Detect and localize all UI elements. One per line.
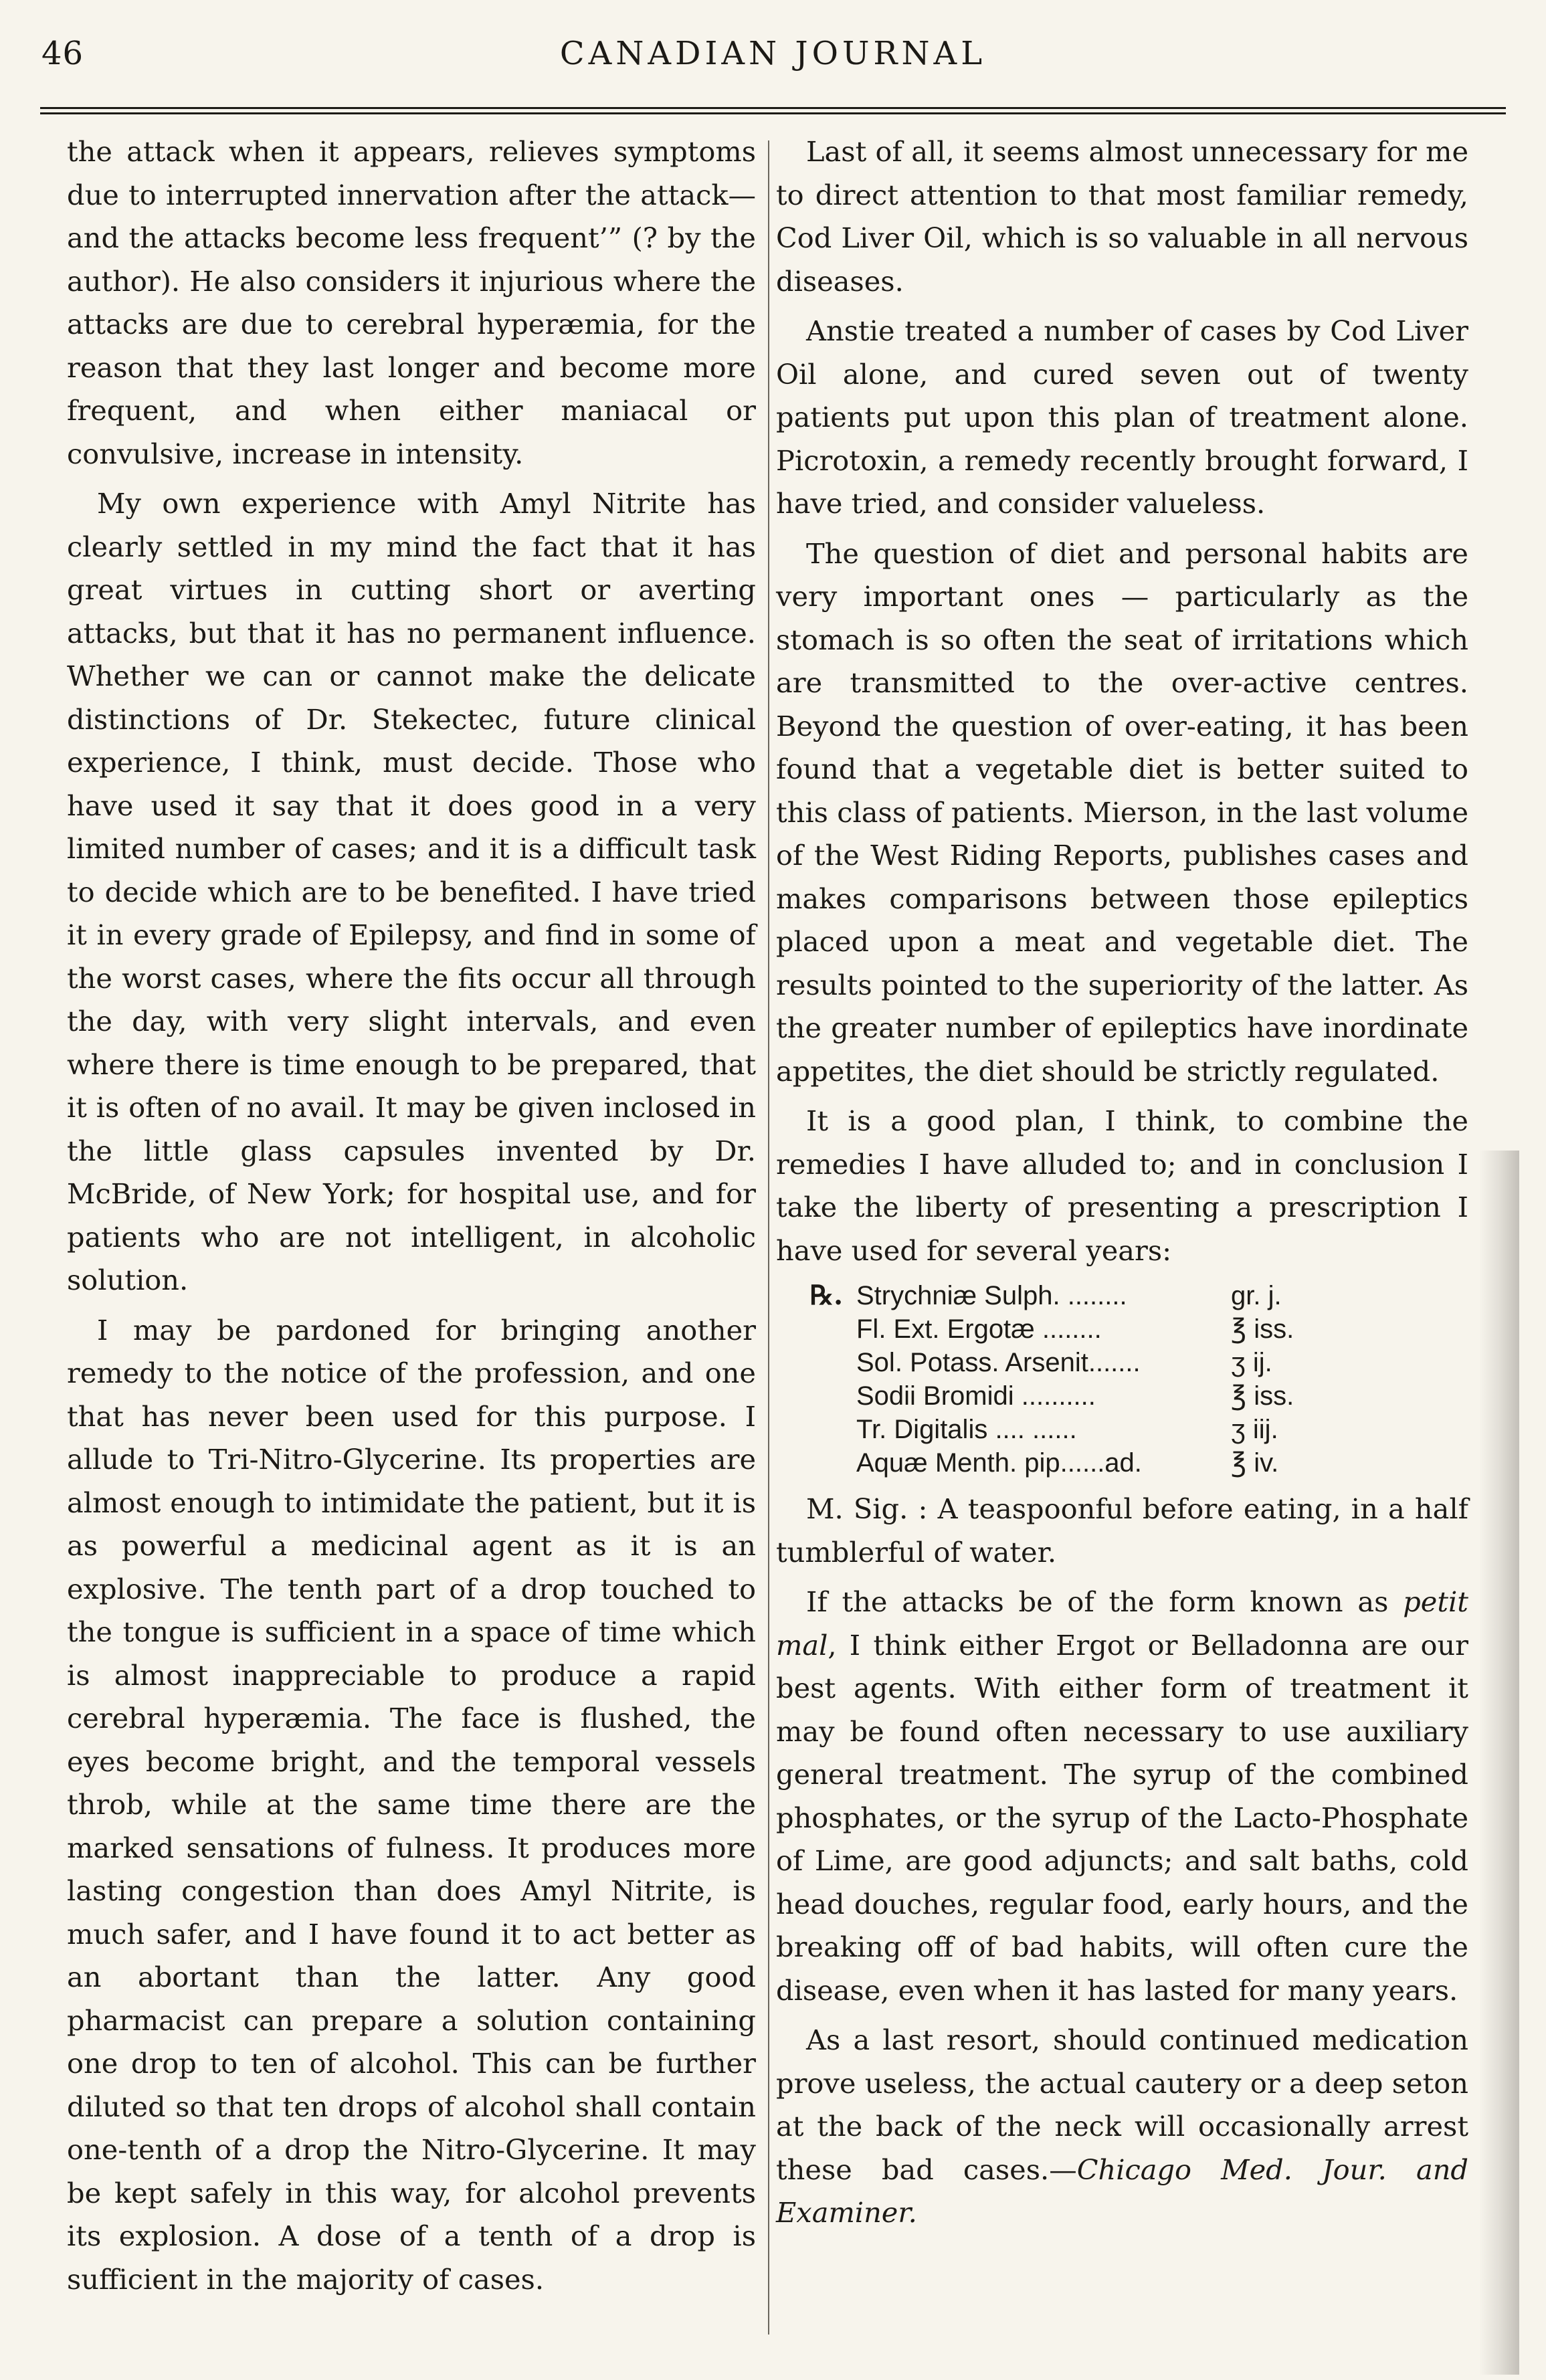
rx-symbol-spacer bbox=[776, 1379, 856, 1413]
rx-item-name: Tr. Digitalis .... ...... bbox=[856, 1415, 1077, 1444]
rx-item-name: Fl. Ext. Ergotæ ........ bbox=[856, 1314, 1102, 1344]
prescription bbox=[776, 1279, 1468, 1480]
right-column bbox=[776, 130, 1468, 2242]
paragraph-nitro-glycerine: I may be pardoned for bringing another remedy to the notice of the profession, and one that has never been used for this purpose. I allude to Tri-Nitro-Glycerine. Its properties are almost enough to intimidate the patient, but it is as powerful a medicinal agent as it is an explosive. The tenth part of a drop touched to the tongue is sufficient in a space of time which is almost inappreciable to produce a rapid cerebral hyperæmia. The face is flushed, the eyes become bright, and the temporal vessels throb, while at the same time there are the marked sensations of fulness. It produces more lasting congestion than does Amyl Nitrite, is much safer, and I have found it to act better as an abortant than the latter. Any good pharmacist can prepare a solution containing one drop to ten of alcohol. This can be further diluted so that ten drops of alcohol shall contain one-tenth of a drop the Nitro-Glycerine. It may be kept safely in this way, for alcohol prevents its explosion. A dose of a tenth of a drop is sufficient in the majority of cases. bbox=[67, 1313, 756, 2296]
page-number: 46 bbox=[41, 35, 84, 72]
rx-item-dose: ℥ iss. bbox=[1231, 1381, 1294, 1411]
rx-item-name: Strychniæ Sulph. ........ bbox=[856, 1281, 1127, 1310]
paragraph-attack-continued: the attack when it appears, relieves symptoms due to interrupted innervation after the attack—and the attacks become less frequent’” (? by the author). He also considers it injurious where the attacks are due to cerebral hyperæmia, for the reason that they last longer and become more frequent, and when either maniacal or convulsive, increase in intensity. bbox=[67, 135, 756, 470]
prescription-line bbox=[776, 1312, 1468, 1346]
paragraph-last-resort bbox=[776, 2019, 1468, 2235]
rx-item-name: Sodii Bromidi .......... bbox=[856, 1381, 1096, 1411]
paragraph-anstie: Anstie treated a number of cases by Cod Liver Oil alone, and cured seven out of twenty patients put upon this plan of treatment alone. Picrotoxin, a remedy recently brought forward, I have tried, and consider valueless. bbox=[776, 314, 1468, 520]
prescription-line bbox=[776, 1379, 1468, 1413]
page-edge-stain bbox=[1479, 1151, 1519, 2375]
rx-symbol-spacer bbox=[776, 1413, 856, 1446]
rx-item-dose: gr. j. bbox=[1231, 1281, 1282, 1310]
header-rule-top bbox=[40, 107, 1506, 109]
petit-mal-pre: If the attacks be of the form known as bbox=[806, 1585, 1404, 1618]
paragraph-cod-liver-oil: Last of all, it seems almost unnecessary for me to direct attention to that most familiar remedy, Cod Liver Oil, which is so valuable in all nervous diseases. bbox=[776, 135, 1468, 298]
prescription-line bbox=[776, 1413, 1468, 1446]
rx-item-dose: ʒ ij. bbox=[1231, 1348, 1272, 1377]
rx-symbol-spacer bbox=[776, 1312, 856, 1346]
rx-item-dose: ℥ iss. bbox=[1231, 1314, 1294, 1344]
paragraph-petit-mal bbox=[776, 1581, 1468, 2012]
header-rule-bottom bbox=[40, 112, 1506, 114]
paragraph-diet: The question of diet and personal habits are very important ones — particularly as the stomach is so often the seat of irritations which are transmitted to the over-active centres. Beyond the question of over-eating, it has been found that a vegetable diet is better suited to this class of patients. Mierson, in the last volume of the West Riding Reports, publishes cases and makes comparisons between those epileptics placed upon a meat and vegetable diet. The results pointed to the superiority of the latter. As the greater number of epileptics have inordinate appetites, the diet should be strictly regulated. bbox=[776, 536, 1468, 1088]
paragraph-prescription-intro: It is a good plan, I think, to combine the remedies I have alluded to; and in conclusion I take the liberty of presenting a prescription I have used for several years: bbox=[776, 1104, 1468, 1267]
prescription-line bbox=[776, 1446, 1468, 1480]
rx-item-name: Aquæ Menth. pip......ad. bbox=[856, 1448, 1142, 1478]
prescription-line bbox=[776, 1279, 1468, 1312]
prescription-line bbox=[776, 1346, 1468, 1379]
rx-symbol-spacer bbox=[776, 1346, 856, 1379]
prescription-signature: M. Sig. : A teaspoonful before eating, in a half tumblerful of water. bbox=[776, 1492, 1468, 1569]
paragraph-amyl-nitrite: My own experience with Amyl Nitrite has clearly settled in my mind the fact that it has great virtues in cutting short or averting attacks, but that it has no permanent influence. Whether we can or cannot make the delicate distinctions of Dr. Stekectec, future clinical experience, I think, must decide. Those who have used it say that it does good in a very limited number of cases; and it is a difficult task to decide which are to be benefited. I have tried it in every grade of Epilepsy, and find in some of the worst cases, where the fits occur all through the day, with very slight intervals, and even where there is time enough to be prepared, that it is often of no avail. It may be given inclosed in the little glass capsules invented by Dr. McBride, of New York; for hospital use, and for patients who are not intelligent, in alcoholic solution. bbox=[67, 487, 756, 1296]
rx-item-dose: ℥ iv. bbox=[1231, 1448, 1279, 1478]
left-column bbox=[67, 130, 756, 2308]
source-citation: Chicago Med. Jour. and Examiner. bbox=[776, 2153, 1468, 2229]
rx-symbol: ℞. bbox=[809, 1280, 843, 1311]
rx-symbol-spacer bbox=[776, 1446, 856, 1480]
running-head: CANADIAN JOURNAL bbox=[559, 35, 987, 72]
petit-mal-post: , I think either Ergot or Belladonna are our best agents. With either form of treatment it may be found often necessary to use auxiliary general treatment. The syrup of the combined phosphates, or the syrup of the Lacto-Phosphate of Lime, are good adjuncts; and salt baths, cold head douches, regular food, early hours, and the breaking off of bad habits, will often cure the disease, even when it has lasted for many years. bbox=[776, 1628, 1468, 2007]
rx-item-dose: ʒ iij. bbox=[1231, 1415, 1278, 1444]
petit-mal-term: petit mal bbox=[776, 1585, 1468, 1662]
column-divider bbox=[768, 140, 769, 2335]
rx-item-name: Sol. Potass. Arsenit....... bbox=[856, 1348, 1141, 1377]
last-resort-text: As a last resort, should continued medication prove useless, the actual cautery or a deep seton at the back of the neck will occasionally arrest these bad cases.— bbox=[776, 2023, 1468, 2186]
